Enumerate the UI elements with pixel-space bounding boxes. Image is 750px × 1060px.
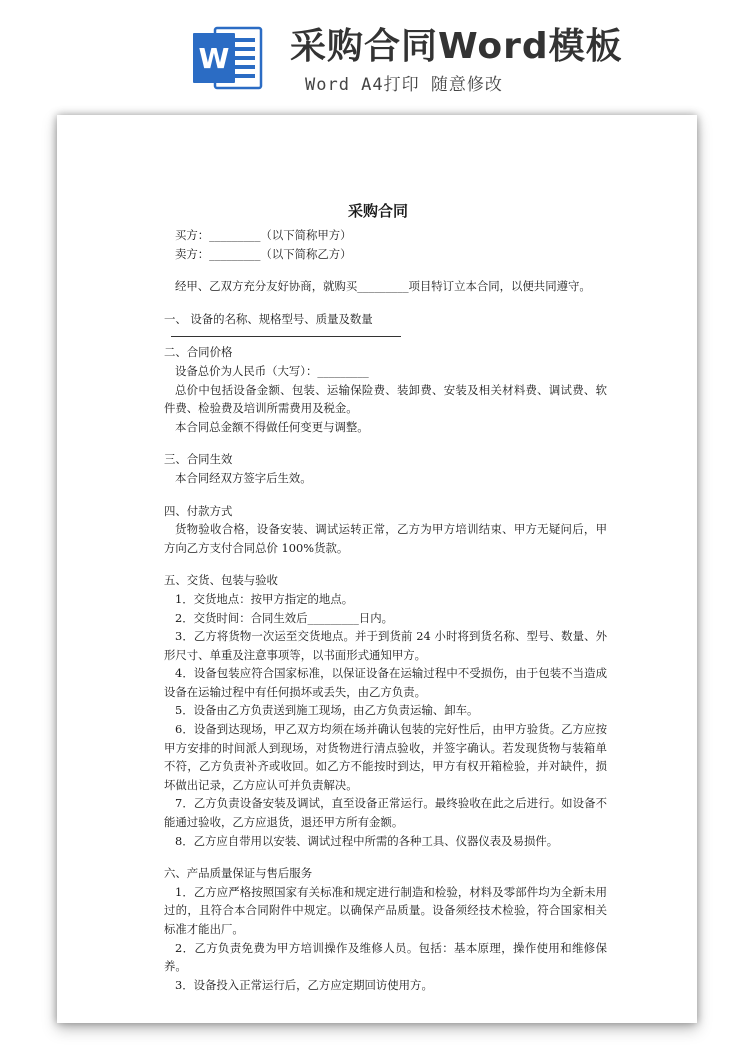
word-icon-letter: W [198,42,230,75]
section-5-item: 7．乙方负责设备安装及调试，直至设备正常运行。最终验收在此之后进行。如设备不能通过验收，乙方应退货，退还甲方所有金额。 [164,796,607,830]
section-4-title: 四、付款方式 [164,503,233,518]
section-5-item: 5．设备由乙方负责送到施工现场，由乙方负责运输、卸车。 [175,703,479,718]
seller-line: 卖方：_________（以下简称乙方） [175,246,352,261]
section-5-item: 8．乙方应自带用以安装、调试过程中所需的各种工具、仪器仪表及易损件。 [175,833,559,848]
blank-rule [171,328,401,337]
section-1-title: 一、 设备的名称、规格型号、质量及数量 [164,311,373,326]
section-6-item: 3．设备投入正常运行后，乙方应定期回访使用方。 [175,977,433,992]
section-2-line: 总价中包括设备金额、包装、运输保险费、装卸费、安装及相关材料费、调试费、软件费、检验费及培训所需费用及税金。 [164,382,607,416]
word-icon [191,22,263,94]
banner [0,0,750,110]
document-title: 采购合同 [347,202,408,220]
section-5-item: 6．设备到达现场，甲乙双方均须在场并确认包装的完好性后，由甲方验货。乙方应按甲方安排的时间派人到现场，对货物进行清点验收，并签字确认。若发现货物与装箱单不符，乙方负责补齐或收回。如乙方不能按时到达，甲方有权开箱检验，并对缺件，损坏做出记录，乙方应认可并负责解决。 [164,722,607,792]
section-6-title: 六、产品质量保证与售后服务 [164,866,313,881]
section-4-line: 货物验收合格，设备安装、调试运转正常，乙方为甲方培训结束、甲方无疑问后，甲方向乙方支付合同总价 100%货款。 [164,522,607,555]
section-5-item: 1．交货地点：按甲方指定的地点。 [175,591,354,606]
section-3-line: 本合同经双方签字后生效。 [175,470,312,485]
section-5-item: 2．交货时间：合同生效后_________日内。 [175,610,393,625]
document-body [107,200,607,994]
section-2-line: 设备总价为人民币（大写）：_________ [175,363,369,378]
intro-paragraph: 经甲、乙双方充分友好协商，就购买_________项目特订立本合同，以便共同遵守。 [175,279,591,294]
banner-subtitle: Word A4打印 随意修改 [305,75,503,95]
section-3-title: 三、合同生效 [164,452,233,467]
section-5-item: 3．乙方将货物一次运至交货地点。并于到货前 24 小时将到货名称、型号、数量、外形尺寸、单重及注意事项等，以书面形式通知甲方。 [164,629,607,662]
section-5-title: 五、交货、包装与验收 [164,573,278,588]
section-5-item: 4．设备包装应符合国家标准，以保证设备在运输过程中不受损伤，由于包装不当造成设备在运输过程中有任何损坏或丢失，由乙方负责。 [164,666,607,699]
buyer-line: 买方：_________（以下简称甲方） [175,228,352,242]
section-2-title: 二、合同价格 [164,345,233,360]
section-6-item: 1．乙方应严格按照国家有关标准和规定进行制造和检验，材料及零部件均为全新未用过的，且符合本合同附件中规定。以确保产品质量。设备须经技术检验，符合国家相关标准才能出厂。 [164,884,607,936]
section-2-line: 本合同总金额不得做任何变更与调整。 [175,419,369,434]
banner-title: 采购合同Word模板 [290,26,623,67]
section-6-item: 2．乙方负责免费为甲方培训操作及维修人员。包括：基本原理，操作使用和维修保养。 [164,940,607,974]
